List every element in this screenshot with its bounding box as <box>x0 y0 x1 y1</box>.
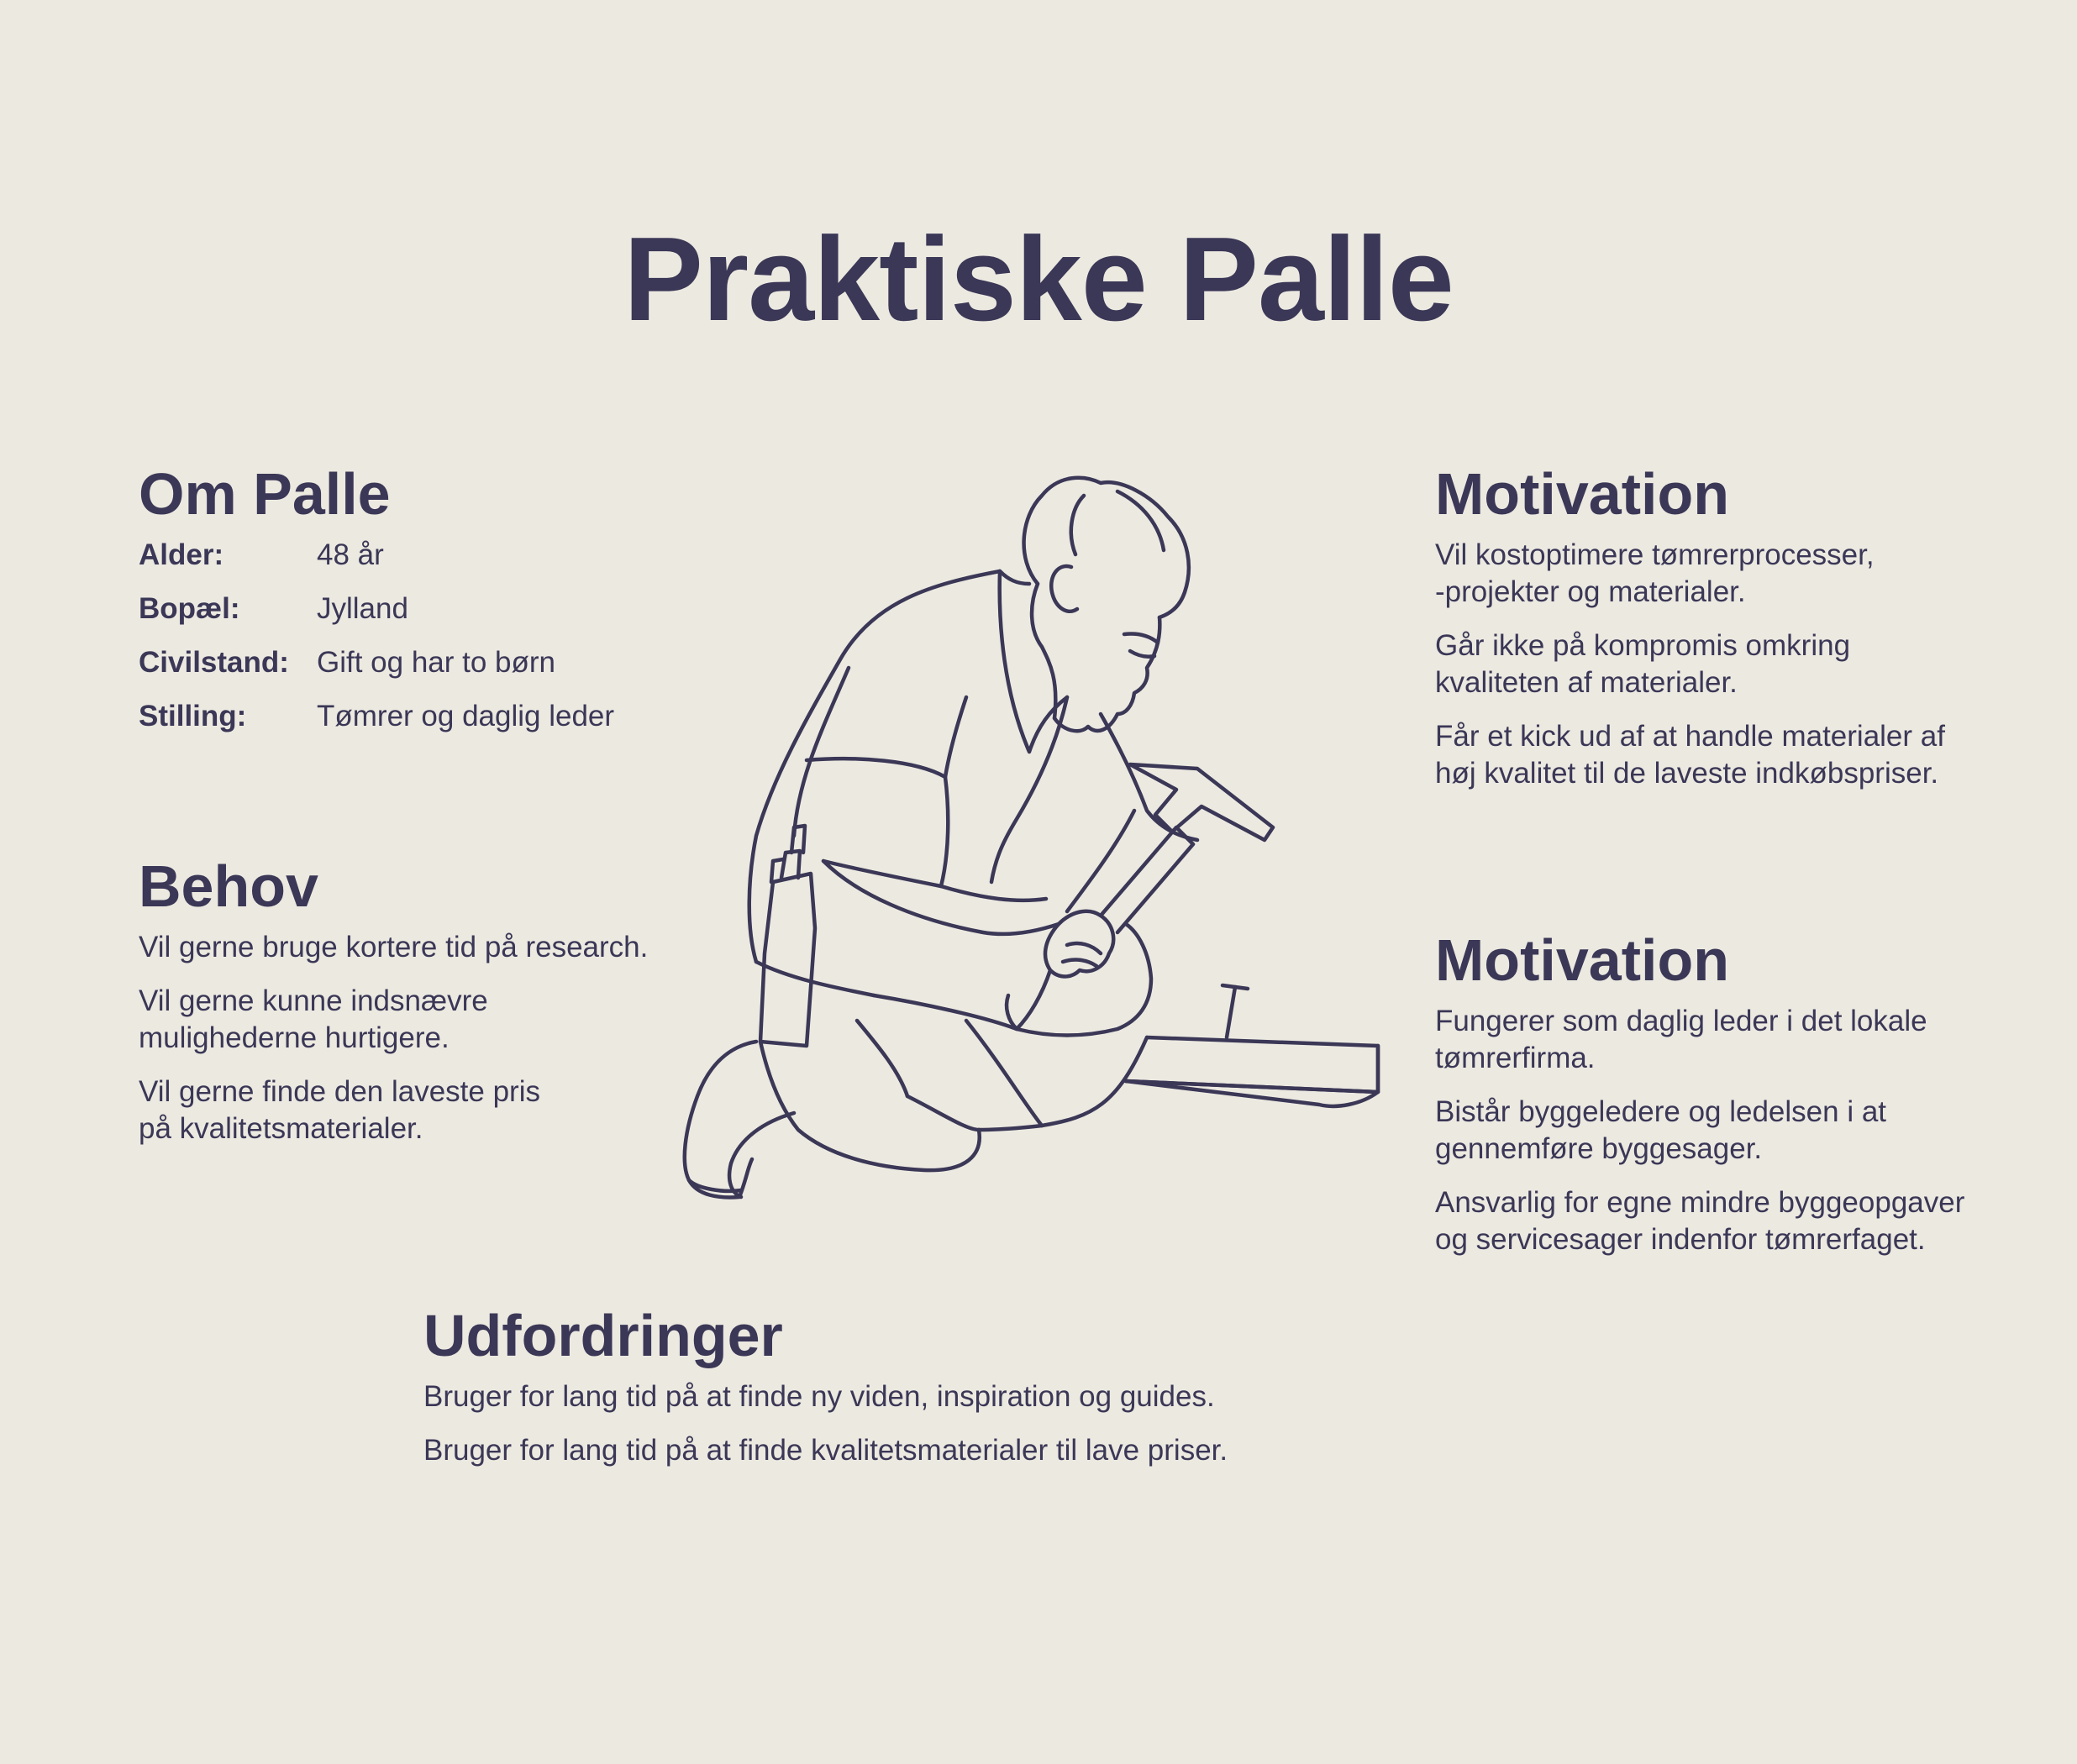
hair-line <box>1071 496 1084 554</box>
needs-section <box>139 853 710 1164</box>
motivation-heading: Motivation <box>1435 927 1729 993</box>
about-row-residence <box>139 591 676 627</box>
hand-fingers <box>1063 960 1096 966</box>
challenges-section <box>423 1302 1432 1486</box>
knee <box>979 1126 1042 1130</box>
tool-in-pouch <box>781 851 800 878</box>
wrist <box>1007 970 1050 1029</box>
eye <box>1130 651 1154 657</box>
shoe <box>685 1042 756 1197</box>
motivation-item: Får et kick ud af at handle materialer af høj kvalitet til de laveste indkøbspriser. <box>1435 719 1945 790</box>
needs-item: Vil gerne finde den laveste pris på kvalitetsmaterialer. <box>139 1074 540 1145</box>
motivation-item: Bistår byggeledere og ledelsen i at gennemføre byggesager. <box>1435 1095 1887 1165</box>
about-label: Stilling: <box>139 699 247 732</box>
tool-pouch <box>760 874 815 1046</box>
about-label: Civilstand: <box>139 645 289 679</box>
forearm-lower <box>941 886 1046 900</box>
needs-heading: Behov <box>139 853 318 919</box>
about-section <box>139 460 676 752</box>
nail <box>1227 987 1235 1037</box>
about-heading: Om Palle <box>139 461 391 527</box>
about-row-age <box>139 537 676 574</box>
hammer-head <box>1130 764 1273 840</box>
forearm-upper <box>823 861 1059 934</box>
about-value: Gift og har to børn <box>317 645 556 679</box>
needs-item: Vil gerne bruge kortere tid på research. <box>139 930 649 963</box>
page-title: Praktiske Palle <box>623 213 1454 346</box>
motivation-section-1 <box>1435 460 2040 809</box>
needs-item: Vil gerne kunne indsnævre mulighederne hurtigere. <box>139 984 488 1054</box>
thigh-front <box>966 1021 1042 1126</box>
motivation-item: Ansvarlig for egne mindre byggeopgaver og servicesager indenfor tømrerfaget. <box>1435 1185 1965 1256</box>
brow <box>1124 633 1158 643</box>
carpenter-illustration <box>647 458 1386 1226</box>
collar <box>1000 571 1029 584</box>
about-label: Alder: <box>139 538 224 571</box>
challenges-item: Bruger for lang tid på at finde ny viden, inspiration og guides. <box>423 1379 1215 1413</box>
motivation-heading: Motivation <box>1435 461 1729 527</box>
motivation-item: Fungerer som daglig leder i det lokale tømrerfirma. <box>1435 1004 1927 1074</box>
challenges-item: Bruger for lang tid på at finde kvalitetsmaterialer til lave priser. <box>423 1433 1228 1467</box>
hair-line <box>1117 491 1164 550</box>
neck <box>1032 584 1055 718</box>
about-value: 48 år <box>317 538 384 571</box>
shoe-2 <box>729 1113 794 1197</box>
belt <box>756 962 874 995</box>
motivation-item: Vil kostoptimere tømrerprocesser, -projekter og materialer. <box>1435 538 1875 608</box>
back-outline <box>749 571 1000 962</box>
about-row-position <box>139 698 676 735</box>
thigh <box>874 924 1151 1036</box>
about-label: Bopæl: <box>139 591 240 625</box>
about-row-marital-status <box>139 644 676 681</box>
tool-in-pouch <box>791 826 805 853</box>
about-value: Jylland <box>317 591 408 625</box>
front-line <box>991 697 1067 882</box>
motivation-section-2 <box>1435 927 2040 1275</box>
ear <box>1051 566 1077 612</box>
forearm-right <box>1067 811 1134 911</box>
plank-edge <box>1126 1046 1378 1106</box>
motivation-item: Går ikke på kompromis omkring kvaliteten af materialer. <box>1435 628 1851 699</box>
hand-fingers <box>1067 943 1101 953</box>
challenges-heading: Udfordringer <box>423 1303 783 1368</box>
leg-crease <box>857 1021 907 1096</box>
nail-head <box>1223 985 1248 989</box>
about-value: Tømrer og daglig leder <box>317 699 615 732</box>
shin <box>760 1042 980 1170</box>
shin-back <box>907 1096 979 1130</box>
sleeve-line <box>945 697 966 777</box>
